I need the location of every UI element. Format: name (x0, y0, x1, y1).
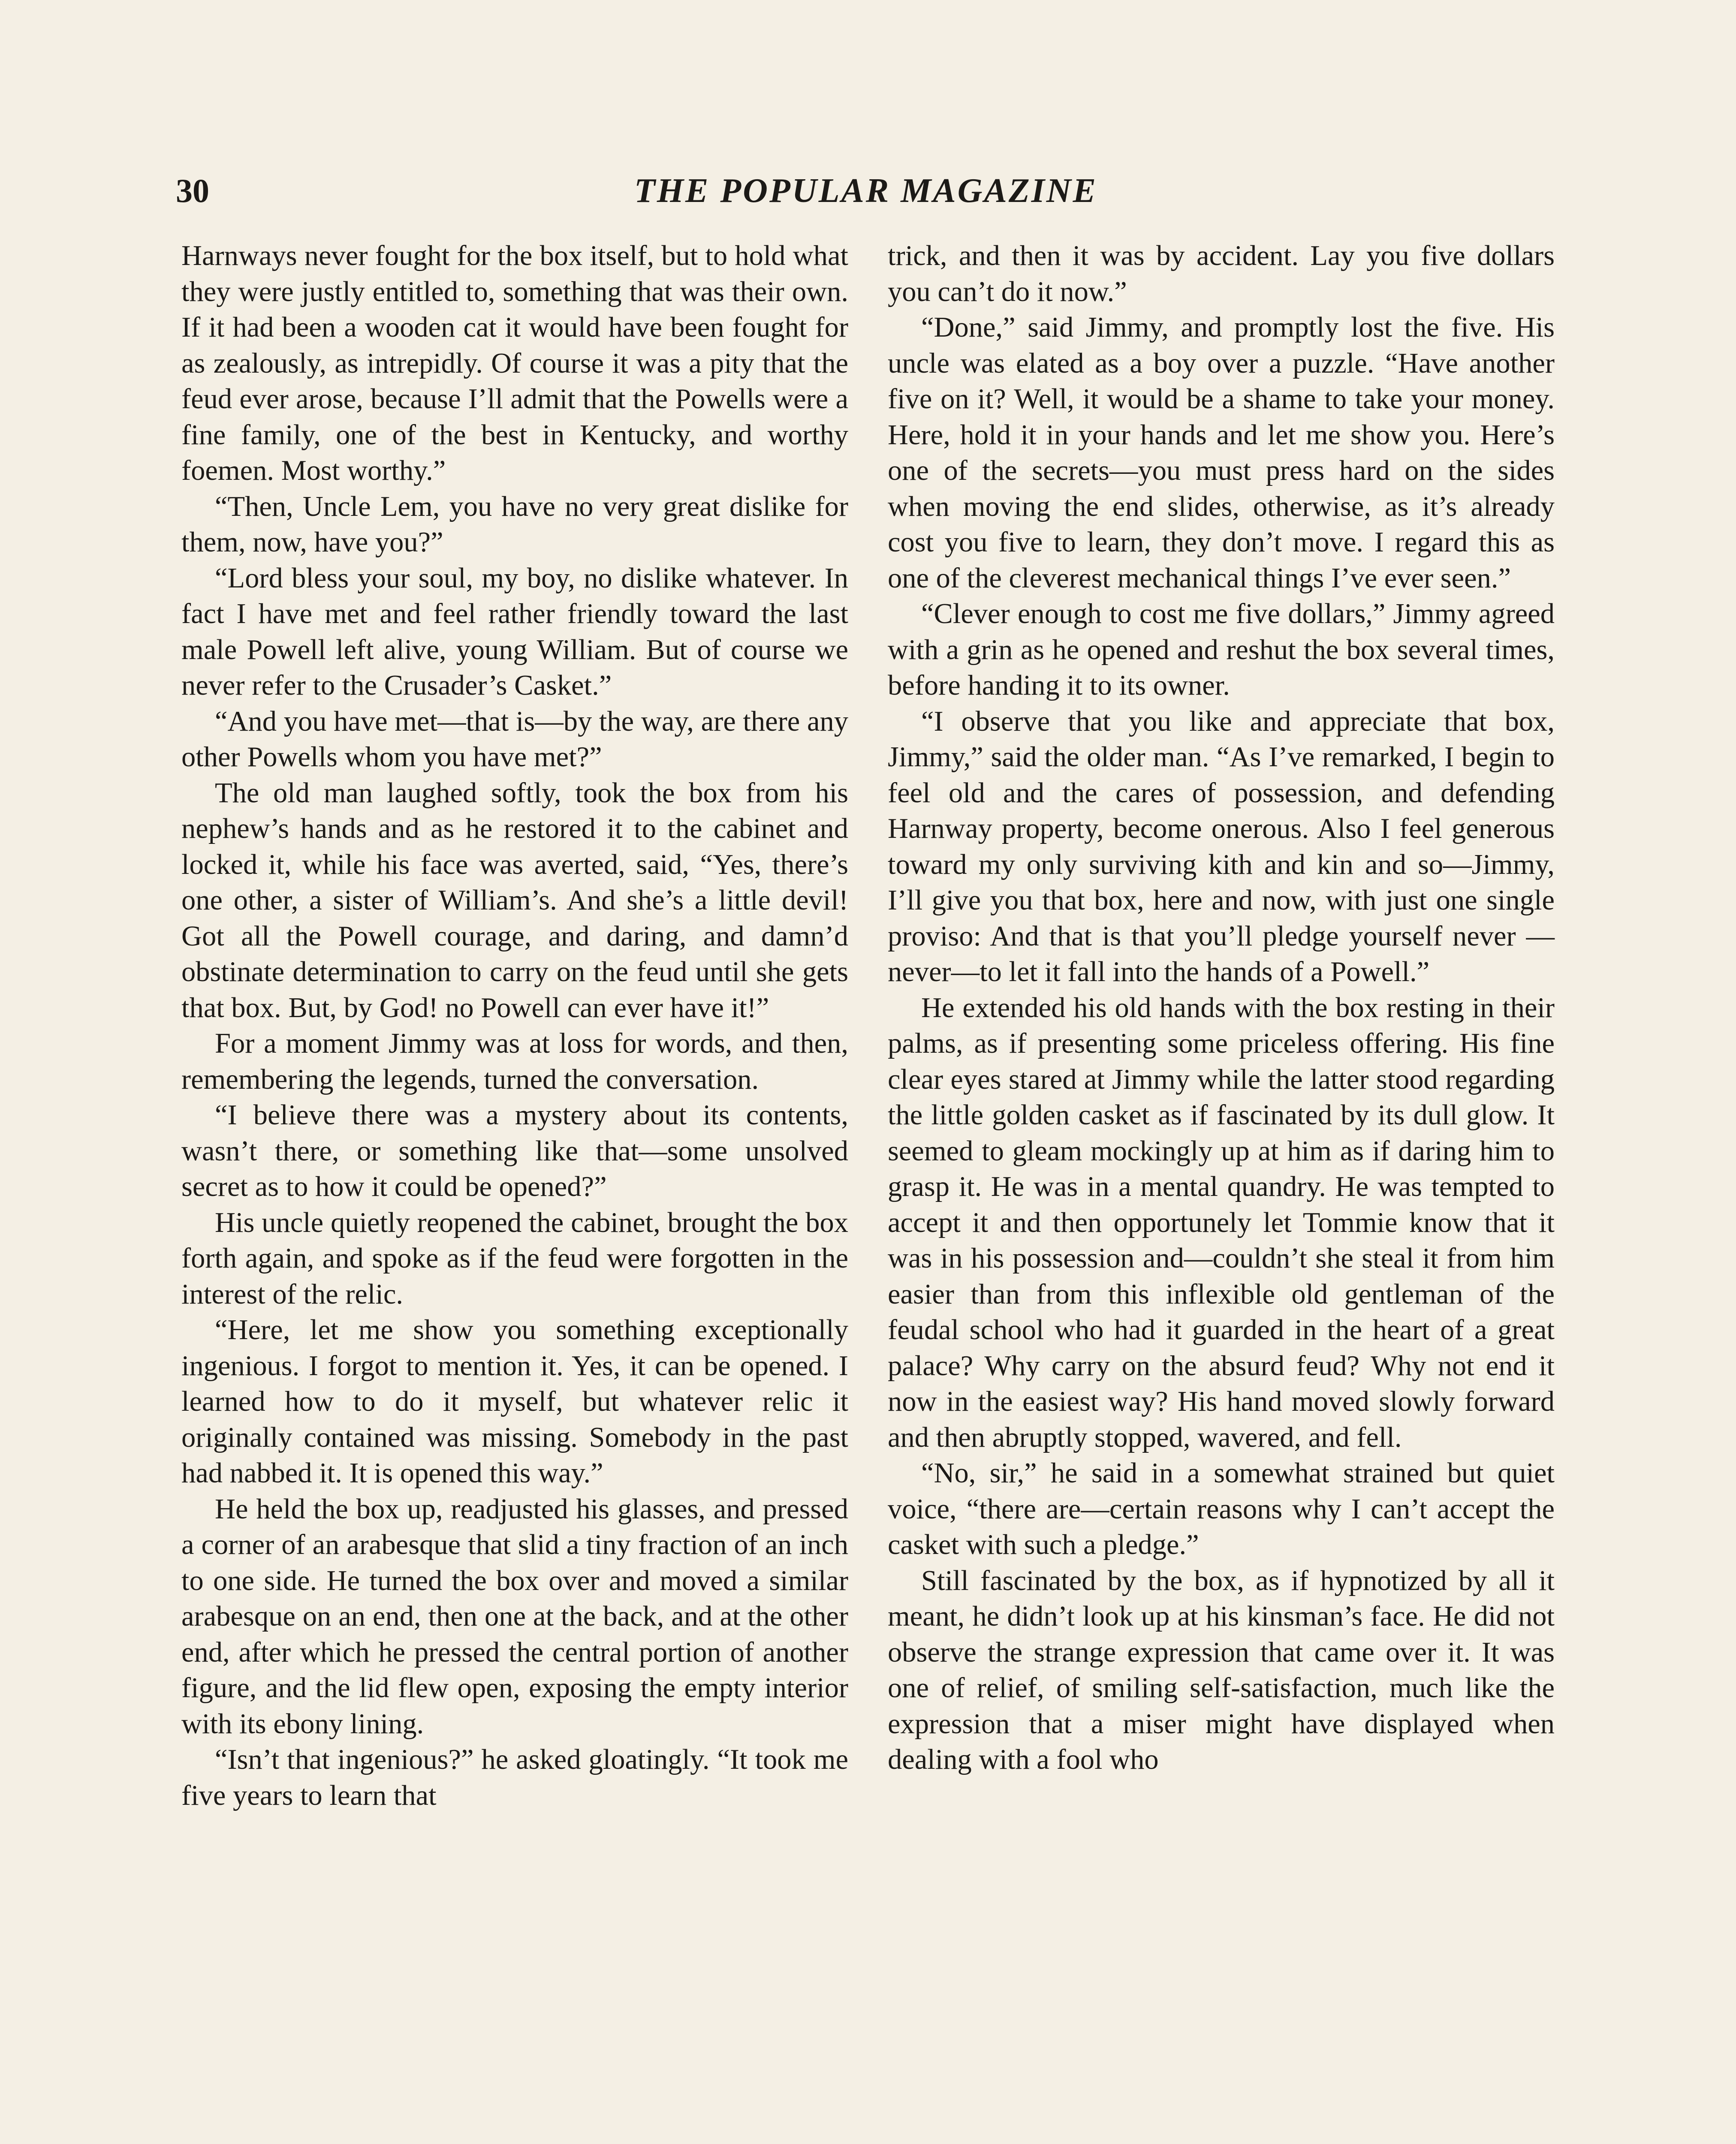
page-number: 30 (176, 172, 209, 209)
paragraph: His uncle quietly reopened the cabinet, brought the box forth again, and spoke as if the feud were forgotten in the interest of the relic. (181, 1207, 848, 1310)
paragraph: Still fascinated by the box, as if hypnotized by all it meant, he didn’t look up at his kinsman’s face. He did not observe the strange expression that came over it. It was one of relief, of smiling self-satisfaction, much like the expression that a miser might have displayed when dealing with a fool who (888, 1565, 1555, 1775)
right-column (888, 238, 1555, 1778)
left-column (181, 238, 848, 1813)
paragraph: “I believe there was a mystery about its contents, wasn’t there, or something like that—some unsolved secret as to how it could be opened?” (181, 1099, 848, 1202)
paragraph: The old man laughed softly, took the box from his nephew’s hands and as he restored it to the cabinet and locked it, while his face was averted, said, “Yes, there’s one other, a sister of William’s. And she’s a little devil! Got all the Powell courage, and daring, and damn’d obstinate determination to carry on the feud until she gets that box. But, by God! no Powell can ever have it!” (181, 777, 848, 1024)
paragraph: “Done,” said Jimmy, and promptly lost the five. His uncle was elated as a boy over a puzzle. “Have another five on it? Well, it would be a shame to take your money. Here, hold it in your hands and let me show you. Here’s one of the secrets—you must press hard on the sides when moving the end slides, otherwise, as it’s already cost you five to learn, they don’t move. I regard this as one of the cleverest mechanical things I’ve ever seen.” (888, 312, 1555, 594)
paragraph: “Here, let me show you something exceptionally ingenious. I forgot to mention it. Yes, it can be opened. I learned how to do it myself, but whatever relic it originally contained was missing. Somebody in the past had nabbed it. It is opened this way.” (181, 1314, 848, 1489)
paragraph: Harnways never fought for the box itself, but to hold what they were justly entitled to, something that was their own. If it had been a wooden cat it would have been fought for as zealously, as intrepidly. Of course it was a pity that the feud ever arose, because I’ll admit that the Powells were a fine family, one of the best in Kentucky, and worthy foemen. Most worthy.” (181, 240, 848, 486)
paragraph: “Lord bless your soul, my boy, no dislike whatever. In fact I have met and feel rather friendly toward the last male Powell left alive, young William. But of course we never refer to the Crusader’s Casket.” (181, 562, 848, 701)
paragraph: “Then, Uncle Lem, you have no very great dislike for them, now, have you?” (181, 491, 848, 558)
paragraph: He extended his old hands with the box resting in their palms, as if presenting some priceless offering. His fine clear eyes stared at Jimmy while the latter stood regarding the little golden casket as if fascinated by its dull glow. It seemed to gleam mockingly up at him as if daring him to grasp it. He was in a mental quandry. He was tempted to accept it and then opportunely let Tommie know that it was in his possession and—couldn’t she steal it from him easier than from this inflexible old gentleman of the feudal school who had it guarded in the heart of a great palace? Why carry on the absurd feud? Why not end it now in the easiest way? His hand moved slowly forward and then abruptly stopped, wavered, and fell. (888, 992, 1555, 1453)
paragraph: “Clever enough to cost me five dollars,” Jimmy agreed with a grin as he opened and reshut the box several times, before handing it to its owner. (888, 598, 1555, 701)
paragraph: trick, and then it was by accident. Lay you five dollars you can’t do it now.” (888, 240, 1555, 307)
running-title: THE POPULAR MAGAZINE (634, 172, 1098, 210)
paragraph: He held the box up, readjusted his glasses, and pressed a corner of an arabesque that slid a tiny fraction of an inch to one side. He turned the box over and moved a similar arabesque on an end, then one at the back, and at the other end, after which he pressed the central portion of another figure, and the lid flew open, exposing the empty interior with its ebony lining. (181, 1493, 848, 1740)
page-header (176, 163, 1556, 219)
paragraph: “Isn’t that ingenious?” he asked gloatingly. “It took me five years to learn that (181, 1744, 848, 1811)
paragraph: For a moment Jimmy was at loss for words, and then, remembering the legends, turned the conversation. (181, 1028, 848, 1095)
paragraph: “No, sir,” he said in a somewhat strained but quiet voice, “there are—certain reasons why I can’t accept the casket with such a pledge.” (888, 1457, 1555, 1560)
paragraph: “I observe that you like and appreciate that box, Jimmy,” said the older man. “As I’ve remarked, I begin to feel old and the cares of possession, and defending Harnway property, become onerous. Also I feel generous toward my only surviving kith and kin and so—Jimmy, I’ll give you that box, here and now, with just one single proviso: And that is that you’ll pledge yourself never —never—to let it fall into the hands of a Powell.” (888, 705, 1555, 988)
paragraph: “And you have met—that is—by the way, are there any other Powells whom you have met?” (181, 705, 848, 773)
